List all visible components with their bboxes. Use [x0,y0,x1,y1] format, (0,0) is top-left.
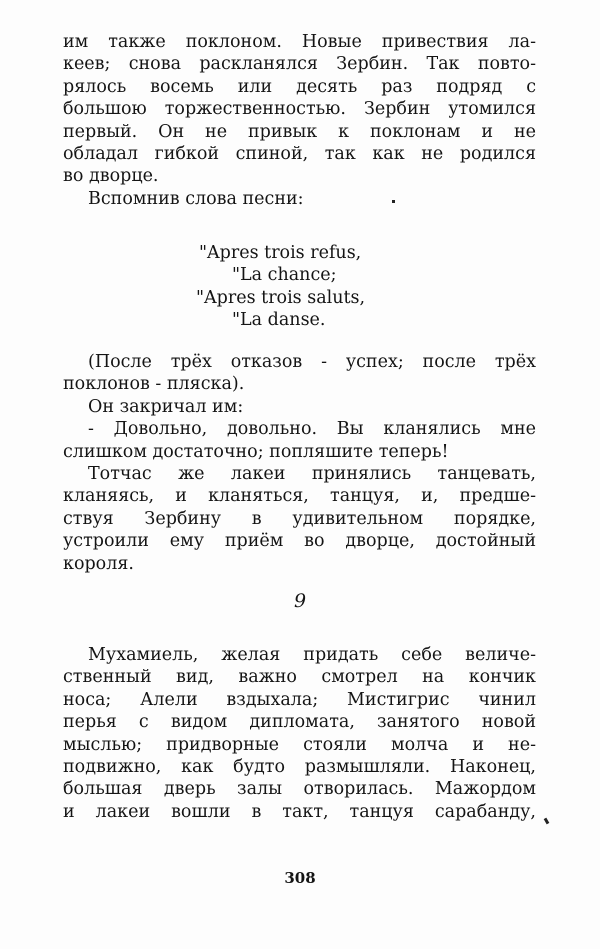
text-line: поклонов - пляска). [63,374,245,395]
paragraph-1 [63,31,536,210]
text-line: (После трёх отказов - успех; после трёх [88,352,536,372]
chapter-number: 9 [293,590,307,612]
page-number: 308 [284,869,316,887]
text-line: устроили ему приём во дворце, достойный [63,531,536,552]
poem-line: "La chance; [232,265,337,286]
text-line: во дворце. [63,166,159,187]
text-line: носа; Алели вздыхала; Мистигрис чинил [63,689,536,710]
text-line: обладал гибкой спиной, так как не родился [63,143,536,164]
scan-speck [544,818,550,825]
poem-line: "Apres trois saluts, [196,287,366,308]
paragraph-3 [63,351,536,575]
poem [0,242,600,332]
text-line: слишком достаточно; попляшите теперь! [63,441,449,462]
text-line: кланяясь, и кланяться, танцуя, и, предше- [63,486,536,507]
text-line: ствуя Зербину в удивительном порядке, [63,508,536,529]
text-line: Тотчас же лакеи принялись танцевать, [88,463,536,484]
text-line: кеев; снова раскланялся Зербин. Так повто- [63,54,536,75]
text-line: перья с видом дипломата, занятого новой [63,712,536,733]
text-line: Мухамиель, желая придать себе величе- [88,645,536,665]
text-line: большою торжественностью. Зербин утомился [63,99,536,120]
text-line: рялось восемь или десять раз подряд с [63,76,536,97]
paragraph-7 [63,644,536,823]
text-line: мыслью; придворные стояли молча и не- [63,734,536,755]
poem-line: "La danse. [232,310,326,331]
text-line: первый. Он не привык к поклонам и не [63,121,536,142]
text-line: ственный вид, важно смотрел на кончик [63,667,536,688]
text-line: - Довольно, довольно. Вы кланялись мне [88,419,536,440]
text-line: короля. [63,553,134,574]
scan-speck [392,200,395,203]
poem-line: "Apres trois refus, [199,243,362,263]
text-line: подвижно, как будто размышляли. Наконец, [63,756,536,777]
text-line: большая дверь залы отворилась. Мажордом [63,779,536,800]
text-line: Вспомнив слова песни: [88,188,304,209]
text-line: им также поклоном. Новые привествия ла- [63,32,536,52]
text-line: и лакеи вошли в такт, танцуя сарабанду, [63,801,536,822]
text-line: Он закричал им: [88,396,244,417]
